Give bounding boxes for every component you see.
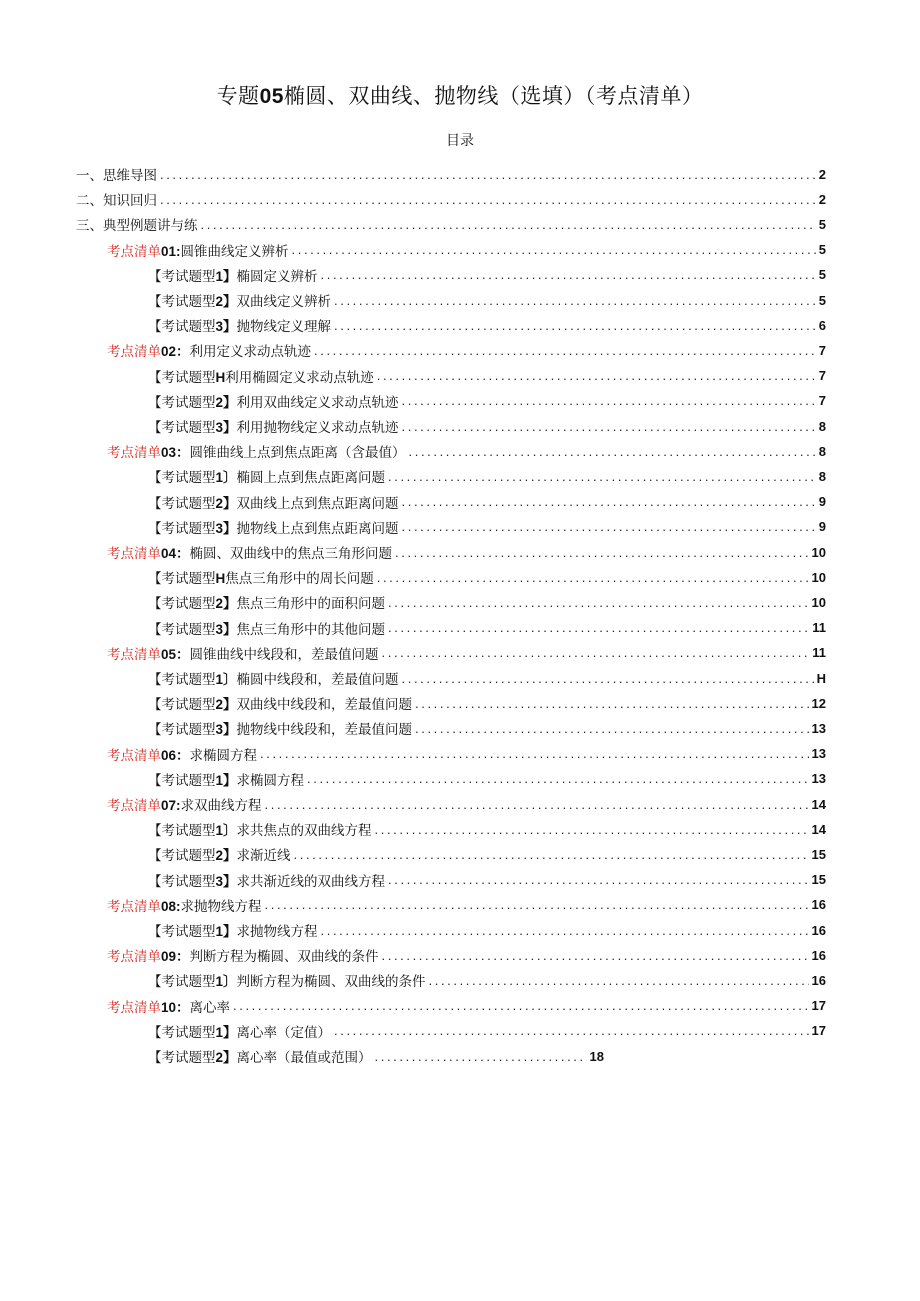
toc-heading: 目录 [446,133,474,149]
toc-entry[interactable] [107,943,826,967]
toc-entry-prefix: 考点清单 [107,646,161,663]
toc-leader-dots [402,519,816,534]
toc-entry-text: 求渐近线 [236,848,291,865]
toc-entry-number: 2】 [215,697,237,713]
toc-entry-prefix: 【考试题型 [148,924,216,940]
toc-entry-number: 1】 [215,924,237,939]
toc-leader-dots [402,494,816,509]
toc-leader-dots [265,897,809,912]
toc-entry[interactable] [148,364,826,388]
toc-leader-dots [388,872,809,887]
toc-page-number: 10 [811,594,826,610]
toc-entry-label [148,618,385,638]
toc-entry[interactable] [107,893,826,917]
toc-page-number: 5 [818,242,826,258]
toc-entry[interactable] [148,691,826,715]
toc-entry-text: 圆锥曲线定义辨析 [180,243,289,260]
toc-entry-label [107,441,406,461]
toc-entry-number: 1】 [215,1024,237,1040]
toc-entry-prefix: 【考试题型 [148,268,216,285]
toc-entry-prefix: 【考试题型 [148,1050,216,1066]
toc-entry-label [148,693,412,713]
toc-entry-number: 1】 [215,772,237,788]
toc-entry-prefix: 【考试题型 [148,319,216,336]
toc-entry-number: 06： [161,747,190,763]
toc-entry-number: 07: [161,798,181,813]
toc-leader-dots [395,545,809,560]
toc-entry[interactable] [107,439,826,463]
toc-entry-number: 02： [161,344,190,360]
toc-entry-number: 3】 [215,319,237,335]
toc-leader-dots [375,1049,587,1064]
toc-entry-text: 利用双曲线定义求动点轨迹 [236,394,399,411]
toc-entry[interactable] [148,288,826,312]
toc-entry-text: 抛物线中线段和，差最值问题 [236,722,413,739]
toc-entry-number: 3】 [215,520,237,536]
toc-entry-prefix: 【考试题型 [148,596,216,613]
toc-leader-dots [402,671,814,686]
toc-entry-label [107,643,379,663]
toc-page-number: 16 [811,972,826,988]
toc-entry-number: 04： [161,546,190,561]
toc-entry-text: 求共焦点的双曲线方程 [236,823,372,840]
toc-entry-number: 2】 [215,294,237,309]
toc-entry-label [76,189,157,209]
toc-entry-text: 判断方程为椭圆、双曲线的条件 [236,974,426,991]
toc-entry-number: 05： [161,646,190,662]
toc-entry-number: 03： [161,445,190,461]
toc-entry-text: 椭圆中线段和，差最值问题 [236,672,399,688]
toc-page-number: 13 [811,771,826,787]
toc-entry-label [148,592,385,612]
toc-leader-dots [377,368,816,383]
toc-entry-number: 1〕 [215,470,237,486]
toc-entry-number: 2】 [215,495,237,511]
toc-leader-dots [321,923,809,938]
toc-entry-number: H [215,369,226,385]
toc-leader-dots [294,847,809,862]
toc-entry-text: 求抛物线方程 [180,898,262,915]
toc-page-number: 10 [811,544,826,560]
toc-entry-prefix: 【考试题型 [148,722,216,739]
toc-entry[interactable] [107,994,826,1018]
toc-entry-text: 焦点三角形中的周长问题 [225,571,374,588]
toc-entry-number: 10： [161,999,190,1015]
toc-leader-dots [415,721,809,736]
toc-entry-text: 椭圆定义辨析 [236,268,318,285]
toc-page-number: 13 [811,746,826,762]
toc-page-number: 2 [818,166,826,182]
toc-entry-prefix: 考点清单 [107,243,161,260]
toc-page-number: 14 [811,796,826,812]
toc-page-number: 8 [818,418,826,434]
toc-leader-dots [402,419,816,434]
toc-entry[interactable] [76,162,826,186]
toc-entry-prefix: 【考试题型 [148,470,216,487]
toc-leader-dots [388,469,816,484]
toc-entry[interactable] [76,212,826,236]
toc-entry-text: 利用抛物线定义求动点轨迹 [236,420,399,436]
toc-entry-text: 利用定义求动点轨迹 [189,344,312,361]
toc-entry-text: 抛物线定义理解 [236,319,332,336]
toc-entry[interactable] [148,313,826,337]
toc-entry[interactable] [107,792,826,816]
toc-leader-dots [409,444,816,459]
toc-page-number: 2 [818,191,826,207]
toc-leader-dots [334,1023,809,1038]
toc-entry-text: 圆锥曲线上点到焦点距离（含最值） [189,445,406,462]
toc-entry-text: 双曲线上点到焦点距离问题 [236,495,399,512]
toc-entry-label [148,819,372,839]
toc-entry-prefix: 【考试题型 [148,772,216,789]
toc-entry-prefix: 【考试题型 [148,848,216,865]
toc-leader-dots [415,696,809,711]
toc-leader-dots [160,167,816,182]
toc-entry[interactable] [76,187,826,211]
toc-entry-text: 求共渐近线的双曲线方程 [236,873,386,890]
toc-entry[interactable] [148,716,826,740]
toc-entry-prefix: 【考试题型 [148,697,216,714]
toc-entry-label [148,391,399,411]
toc-entry-prefix: 考点清单 [107,949,161,966]
toc-page-number: 8 [818,468,826,484]
toc-page-number: 15 [811,872,826,888]
title-rest: 椭圆、双曲线、抛物线（选填）（考点清单） [283,84,704,108]
toc-leader-dots [160,192,816,207]
toc-entry[interactable] [148,842,826,866]
toc-entry-label [148,1046,372,1066]
toc-entry-label [148,1021,331,1041]
toc-entry-prefix: 【考试题型 [148,672,216,688]
toc-entry-label [148,718,412,738]
toc-page-number: 17 [811,1023,826,1039]
toc-entry-prefix: 考点清单 [107,999,161,1016]
toc-entry-text: 抛物线上点到焦点距离问题 [236,520,399,537]
toc-leader-dots [375,822,809,837]
toc-entry-text: 焦点三角形中的其他问题 [236,621,386,638]
toc-entry-number: 2】 [215,1050,237,1065]
title-number: 05 [259,85,284,108]
toc-entry[interactable] [148,918,826,942]
toc-entry-text: 判断方程为椭圆、双曲线的条件 [189,949,379,966]
toc-entry-label [107,240,289,260]
toc-entry-prefix: 【考试题型 [148,520,216,537]
toc-entry-label [148,366,374,386]
toc-entry[interactable] [148,389,826,413]
toc-page-number: 5 [818,216,826,232]
toc-entry-number: 1〕 [215,823,237,839]
toc-page-number: 11 [812,645,826,661]
toc-entry[interactable] [107,641,826,665]
toc-entry-prefix: 【考试题型 [148,294,216,310]
toc-page-number: 6 [818,317,826,333]
toc-entry-number: H [215,571,226,587]
toc-entry-text: 双曲线中线段和，差最值问题 [236,697,413,714]
toc-entry-label [148,567,374,587]
toc-entry-number: 2】 [215,596,237,612]
toc-entry[interactable] [107,742,826,766]
toc-entry-label [148,416,399,436]
toc-entry-number: 3】 [215,722,237,738]
toc-entry[interactable] [148,565,826,589]
toc-entry-label [148,265,318,285]
toc-page-number: 10 [811,569,826,585]
toc-entry-number: 1〕 [215,974,237,990]
toc-entry-number: 1〕 [215,672,237,687]
toc-leader-dots [388,595,809,610]
toc-page-number: 15 [811,846,826,862]
toc-leader-dots [265,797,809,812]
toc-entry-number: 3】 [215,621,237,637]
toc-page-number: 16 [811,897,826,913]
toc-leader-dots [233,998,809,1013]
toc-entry-number: 2】 [215,394,237,410]
toc-entry-text: 利用椭圆定义求动点轨迹 [225,369,374,386]
toc-entry-prefix: 二、知识回归 [76,193,157,210]
toc-entry-text: 求椭圆方程 [189,747,258,764]
toc-leader-dots [388,620,809,635]
toc-leader-dots [382,948,809,963]
toc-entry-text: 求抛物线方程 [236,924,318,940]
toc-page-number: 7 [818,368,826,384]
toc-page-number: 13 [811,720,826,736]
toc-entry-prefix: 考点清单 [107,546,161,562]
toc-entry-prefix: 【考试题型 [148,873,216,890]
toc-entry-label [148,844,291,864]
toc-entry-prefix: 【考试题型 [148,369,216,386]
toc-entry-label [148,870,385,890]
toc-entry-label [148,466,385,486]
toc-page-number: 18 [589,1048,604,1064]
toc-page-number: 5 [818,267,826,283]
toc-entry-label [107,744,257,764]
toc-leader-dots [321,267,816,282]
toc-entry-text: 椭圆、双曲线中的焦点三角形问题 [189,546,393,562]
toc-entry-label [107,895,262,915]
toc-leader-dots [260,746,809,761]
toc-page-number: 16 [811,947,826,963]
toc-page-number: 16 [811,922,826,938]
toc-page-number: H [816,670,826,686]
toc-entry-label [148,668,399,688]
toc-entry-prefix: 【考试题型 [148,823,216,840]
toc-entry[interactable] [148,1044,604,1068]
toc-page-number: 9 [818,519,826,535]
toc-page-number: 7 [818,393,826,409]
toc-entry-number: 01: [161,243,181,259]
toc-leader-dots [377,570,809,585]
toc-entry-text: 圆锥曲线中线段和，差最值问题 [189,646,379,663]
toc-entry-prefix: 【考试题型 [148,495,216,512]
toc-entry-prefix: 考点清单 [107,747,161,764]
toc-page-number: 17 [811,998,826,1014]
toc-entry-number: 2】 [215,848,237,864]
toc-entry[interactable] [107,540,826,564]
toc-entry-text: 离心率（最值或范围） [236,1050,372,1066]
toc-entry-prefix: 考点清单 [107,898,161,915]
toc-entry-label [107,340,311,360]
toc-entry[interactable] [148,263,826,287]
toc-entry[interactable] [148,666,826,690]
toc-entry-label [76,164,157,184]
toc-entry-text: 双曲线定义辨析 [236,294,332,310]
toc-page-number: 11 [812,620,826,636]
toc-leader-dots [402,393,816,408]
toc-entry[interactable] [148,616,826,640]
toc-entry-prefix: 考点清单 [107,798,161,814]
toc-entry-prefix: 一、思维导图 [76,168,157,184]
toc-entry-prefix: 【考试题型 [148,974,216,991]
toc-entry-text: 椭圆上点到焦点距离问题 [236,470,386,487]
toc-entry[interactable] [148,868,826,892]
toc-entry-label [148,315,331,335]
toc-leader-dots [307,771,809,786]
toc-page-number: 14 [811,821,826,837]
toc-entry[interactable] [148,464,826,488]
toc-entry[interactable] [107,338,826,362]
toc-entry-number: 08: [161,898,181,914]
toc-leader-dots [334,318,816,333]
toc-entry[interactable] [148,767,826,791]
toc-entry[interactable] [148,590,826,614]
toc-leader-dots [201,217,816,232]
toc-entry-label [107,542,392,562]
toc-leader-dots [429,973,809,988]
toc-page-number: 8 [818,443,826,459]
toc-entry-prefix: 【考试题型 [148,1024,216,1041]
toc-entry[interactable] [107,238,826,262]
toc-leader-dots [292,242,816,257]
toc-entry-label [148,920,318,940]
toc-entry[interactable] [148,817,826,841]
title-prefix: 专题 [216,84,260,108]
toc-entry-text: 求椭圆方程 [236,772,305,789]
toc-page-number: 9 [818,494,826,510]
toc-entry-prefix: 考点清单 [107,445,161,462]
toc-entry[interactable] [148,490,826,514]
toc-entry-label [148,769,304,789]
toc-entry[interactable] [148,1019,826,1043]
toc-entry-text: 焦点三角形中的面积问题 [236,596,386,613]
toc-leader-dots [334,293,816,308]
toc-entry-number: 09： [161,949,190,965]
toc-entry-text: 求双曲线方程 [180,798,262,814]
toc-page-number: 5 [818,292,826,308]
toc-entry-prefix: 考点清单 [107,344,161,361]
toc-entry-label [107,794,262,814]
toc-entry-prefix: 【考试题型 [148,420,216,436]
toc-entry-label [107,996,230,1016]
toc-entry[interactable] [148,515,826,539]
toc-leader-dots [314,343,816,358]
toc-entry-prefix: 【考试题型 [148,394,216,411]
toc-entry[interactable] [148,414,826,438]
toc-entry-label [148,970,426,990]
toc-entry-prefix: 【考试题型 [148,571,216,588]
toc-entry-label [148,492,399,512]
toc-page-number: 12 [811,695,826,711]
toc-entry-number: 3】 [215,420,237,435]
toc-page-number: 7 [818,342,826,358]
toc-entry-prefix: 三、典型例题讲与练 [76,218,198,235]
toc-entry-prefix: 【考试题型 [148,621,216,638]
toc-entry-label [148,517,399,537]
toc-entry-number: 1】 [215,268,237,284]
toc-entry-number: 3】 [215,873,237,889]
toc-entry-label [76,214,198,234]
toc-entry-text: 离心率（定值） [236,1024,332,1041]
toc-leader-dots [382,645,810,660]
document-title [0,80,920,110]
toc-entry[interactable] [148,968,826,992]
toc-entry-label [148,290,331,310]
toc-entry-label [107,945,379,965]
toc-entry-text: 离心率 [189,999,231,1016]
